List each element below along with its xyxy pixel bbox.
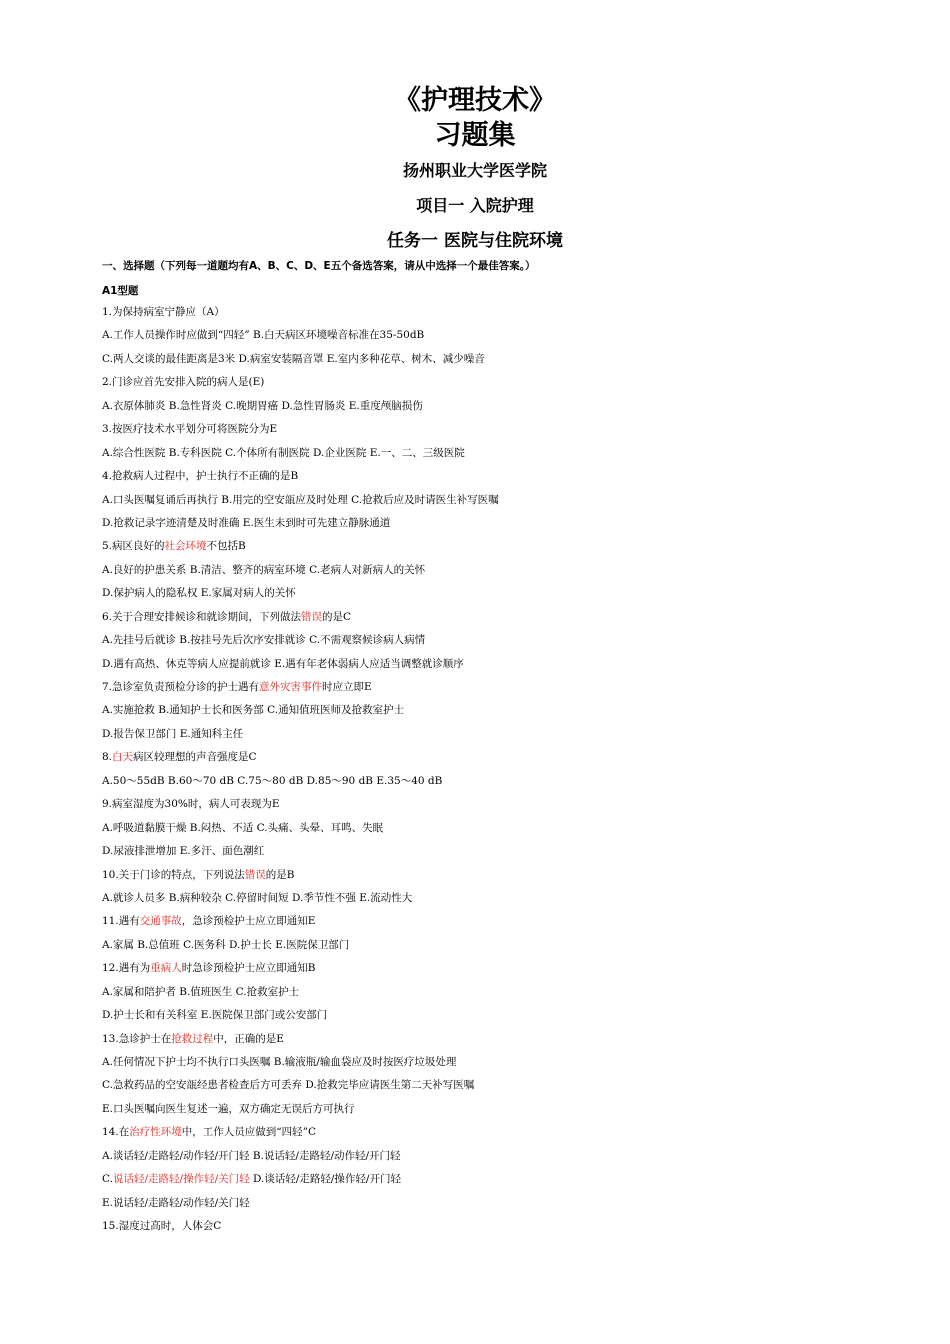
question-line: [102, 301, 902, 324]
question-line: [102, 864, 902, 887]
line-text: E.口头医嘱向医生复述一遍，双方确定无误后方可执行: [102, 1102, 355, 1115]
project-heading: 项目一 入院护理: [416, 196, 534, 215]
line-text: ，急诊预检护士应立即通知E: [181, 915, 316, 928]
question-line: [102, 395, 902, 418]
question-line: [102, 512, 902, 535]
line-text: E.说话轻/走路轻/动作轻/关门轻: [102, 1196, 250, 1209]
line-text: 不包括B: [206, 540, 246, 553]
question-line: [102, 934, 902, 957]
line-text: D.保护病人的隐私权 E.家属对病人的关怀: [102, 587, 296, 600]
question-line: [102, 817, 902, 840]
line-text: 11.遇有: [102, 915, 140, 928]
question-line: [102, 653, 902, 676]
question-line: [102, 371, 902, 394]
highlighted-text: 抢救过程: [171, 1032, 214, 1045]
question-line: [102, 770, 902, 793]
question-line: [102, 910, 902, 933]
question-line: [102, 489, 902, 512]
line-text: 7.急诊室负责预检分诊的护士遇有: [102, 681, 260, 693]
question-line: [102, 1215, 902, 1238]
question-line: [102, 629, 902, 652]
line-text: 病区较理想的声音强度是C: [133, 751, 257, 764]
question-line: [102, 1074, 902, 1097]
line-text: 13.急诊护士在: [102, 1032, 172, 1045]
line-text: 15.湿度过高时，人体会C: [102, 1220, 222, 1233]
line-text: 3.按医疗技术水平划分可将医院分为E: [102, 423, 278, 436]
line-text: A.良好的护患关系 B.清洁、整齐的病室环境 C.老病人对新病人的关怀: [102, 563, 426, 576]
line-text: 14.在: [102, 1126, 130, 1139]
question-line: [102, 1192, 902, 1215]
question-line: [102, 793, 902, 816]
highlighted-text: 错误: [301, 610, 323, 623]
line-text: A.就诊人员多 B.病种较杂 C.停留时间短 D.季节性不强 E.流动性大: [102, 891, 413, 904]
line-text: D.报告保卫部门 E.通知科主任: [102, 727, 244, 740]
line-text: D.谈话轻/走路轻/操作轻/开门轻: [249, 1173, 401, 1186]
question-line: [102, 1168, 902, 1191]
line-text: A.先挂号后就诊 B.按挂号先后次序安排就诊 C.不需观察候诊病人病情: [102, 634, 426, 647]
question-line: [102, 981, 902, 1004]
highlighted-text: 治疗性环境: [129, 1126, 182, 1139]
line-text: A.家属和陪护者 B.值班医生 C.抢救室护士: [102, 985, 300, 998]
book-subtitle: 习题集: [434, 120, 516, 151]
question-line: [102, 676, 902, 699]
question-line: [102, 957, 902, 980]
line-text: 4.抢救病人过程中，护士执行不正确的是B: [102, 470, 299, 483]
question-line: [102, 1004, 902, 1027]
question-line: [102, 887, 902, 910]
question-line: [102, 582, 902, 605]
question-line: [102, 1098, 902, 1121]
line-text: A.综合性医院 B.专科医院 C.个体所有制医院 D.企业医院 E.一、二、三级医院: [102, 446, 465, 459]
line-text: 的是B: [265, 868, 295, 881]
question-line: [102, 606, 902, 629]
question-line: [102, 1051, 902, 1074]
line-text: A.任何情况下护士均不执行口头医嘱 B.输液瓶/输血袋应及时按医疗垃圾处理: [102, 1056, 457, 1068]
line-text: 中，正确的是E: [213, 1032, 284, 1045]
question-line: [102, 699, 902, 722]
question-line: [102, 1145, 902, 1168]
line-text: 中，工作人员应做到“四轻”C: [181, 1126, 316, 1139]
question-type-label: A1型题: [102, 285, 139, 297]
line-text: 9.病室湿度为30%时，病人可表现为E: [102, 798, 280, 811]
highlighted-text: 社会环境: [164, 540, 207, 553]
question-line: [102, 1121, 902, 1144]
line-text: A.呼吸道黏膜干燥 B.闷热、不适 C.头痛、头晕、耳鸣、失眠: [102, 821, 384, 834]
line-text: 10.关于门诊的特点，下列说法: [102, 868, 245, 881]
question-line: [102, 559, 902, 582]
line-text: 2.门诊应首先安排入院的病人是(E): [102, 376, 265, 389]
question-line: [102, 535, 902, 558]
book-title: 《护理技术》: [394, 85, 556, 116]
line-text: 8.: [102, 751, 113, 764]
line-text: A.实施抢救 B.通知护士长和医务部 C.通知值班医师及抢救室护士: [102, 704, 405, 717]
line-text: 时急诊预检护士应立即通知B: [181, 962, 316, 975]
highlighted-text: 白天: [112, 751, 134, 764]
line-text: D.抢救记录字迹清楚及时准确 E.医生未到时可先建立静脉通道: [102, 516, 391, 529]
line-text: D.尿液排泄增加 E.多汗、面色潮红: [102, 845, 265, 858]
highlighted-text: 意外灾害事件: [259, 681, 323, 693]
line-text: A.谈话轻/走路轻/动作轻/开门轻 B.说话轻/走路轻/动作轻/开门轻: [102, 1149, 401, 1162]
highlighted-text: 说话轻/走路轻/操作轻/关门轻: [113, 1173, 250, 1186]
line-text: 6.关于合理安排候诊和就诊期间，下列做法: [102, 610, 302, 623]
question-line: [102, 840, 902, 863]
question-line: [102, 1028, 902, 1051]
highlighted-text: 重病人: [150, 962, 182, 975]
line-text: 5.病区良好的: [102, 540, 165, 553]
line-text: C.两人交谈的最佳距离是3米 D.病室安装隔音罩 E.室内多种花草、树木、减少噪音: [102, 352, 485, 365]
line-text: A.家属 B.总值班 C.医务科 D.护士长 E.医院保卫部门: [102, 938, 350, 951]
question-line: [102, 418, 902, 441]
line-text: C.急救药品的空安瓿经患者检查后方可丢弃 D.抢救完毕应请医生第二天补写医嘱: [102, 1079, 475, 1092]
section-heading: 一、选择题（下列每一道题均有A、B、C、D、E五个备选答案，请从中选择一个最佳答案。）: [102, 260, 536, 272]
question-line: [102, 442, 902, 465]
line-text: A.工作人员操作时应做到“四轻” B.白天病区环境噪音标准在35-50dB: [102, 329, 425, 342]
line-text: C.: [102, 1173, 113, 1186]
line-text: D.遇有高热、休克等病人应提前就诊 E.遇有年老体弱病人应适当调整就诊顺序: [102, 657, 464, 670]
school-name: 扬州职业大学医学院: [402, 161, 547, 180]
question-list: [102, 301, 902, 1239]
line-text: 的是C: [322, 610, 352, 623]
line-text: 1.为保持病室宁静应（A）: [102, 306, 225, 318]
question-line: [102, 746, 902, 769]
highlighted-text: 错误: [244, 868, 266, 881]
line-text: A.口头医嘱复诵后再执行 B.用完的空安瓿应及时处理 C.抢救后应及时请医生补写医嘱: [102, 493, 499, 506]
question-line: [102, 465, 902, 488]
line-text: D.护士长和有关科室 E.医院保卫部门或公安部门: [102, 1009, 328, 1022]
question-line: [102, 324, 902, 347]
question-line: [102, 723, 902, 746]
line-text: 12.遇有为: [102, 962, 151, 975]
line-text: A.衣原体肺炎 B.急性肾炎 C.晚期胃癌 D.急性胃肠炎 E.重度颅脑损伤: [102, 399, 423, 412]
line-text: A.50～55dB B.60～70 dB C.75～80 dB D.85～90 dB E.35～40 dB: [102, 774, 443, 787]
question-line: [102, 348, 902, 371]
highlighted-text: 交通事故: [139, 915, 182, 928]
line-text: 时应立即E: [322, 681, 372, 693]
task-heading: 任务一 医院与住院环境: [387, 231, 563, 251]
